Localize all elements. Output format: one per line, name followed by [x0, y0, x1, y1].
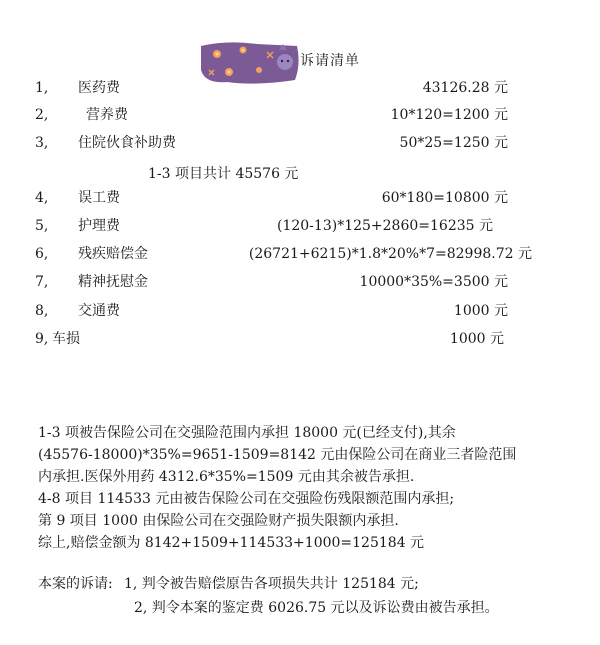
item-row-2	[0, 105, 600, 125]
claims-prefix: 本案的诉请:	[38, 576, 113, 592]
item-label: 营养费	[86, 107, 128, 123]
item-value: 1000 元	[453, 303, 508, 319]
item-number: 4,	[35, 190, 49, 206]
item-row-7	[0, 272, 600, 292]
item-number: 1,	[35, 80, 49, 96]
item-number: 7,	[35, 274, 49, 290]
paragraph-line-2: (45576-18000)*35%=9651-1509=8142 元由保险公司在商业三者险范围	[38, 447, 517, 463]
item-number: 5,	[35, 218, 49, 234]
claim-line-2: 2, 判令本案的鉴定费 6026.75 元以及诉讼费由被告承担。	[134, 600, 499, 616]
item-number: 3,	[35, 135, 49, 151]
item-value: (26721+6215)*1.8*20%*7=82998.72 元	[248, 246, 532, 262]
paragraph-line-4: 4-8 项目 114533 元由被告保险公司在交强险伤残限额范围内承担;	[38, 491, 455, 507]
claim-line-1: 1, 判令被告赔偿原告各项损失共计 125184 元;	[124, 576, 419, 592]
item-value: 10*120=1200 元	[390, 107, 508, 123]
item-number: 2,	[35, 107, 49, 123]
item-label: 住院伙食补助费	[78, 135, 176, 151]
item-value: 43126.28 元	[422, 80, 508, 96]
item-value: 10000*35%=3500 元	[359, 274, 508, 290]
item-row-6	[0, 244, 600, 264]
item-row-4	[0, 188, 600, 208]
item-label: 医药费	[78, 80, 120, 96]
paragraph-line-5: 第 9 项目 1000 由保险公司在交强险财产损失限额内承担.	[38, 513, 399, 529]
item-number: 8,	[35, 303, 49, 319]
item-row-5	[0, 216, 600, 236]
item-number: 6,	[35, 246, 49, 262]
item-value: (120-13)*125+2860=16235 元	[277, 218, 493, 234]
item-row-3	[0, 133, 600, 153]
item-label: 交通费	[78, 303, 120, 319]
subtotal-text: 1-3 项目共计 45576 元	[148, 166, 299, 182]
item-number: 9,	[35, 331, 49, 347]
item-row-9	[0, 329, 600, 349]
item-label: 车损	[52, 331, 80, 347]
item-value: 60*180=10800 元	[381, 190, 508, 206]
item-label: 误工费	[78, 190, 120, 206]
item-value: 50*25=1250 元	[399, 135, 508, 151]
item-label: 残疾赔偿金	[78, 246, 148, 262]
paragraph-line-3: 内承担.医保外用药 4312.6*35%=1509 元由其余被告承担.	[38, 469, 415, 485]
item-label: 护理费	[78, 218, 120, 234]
paragraph-line-1: 1-3 项被告保险公司在交强险范围内承担 18000 元(已经支付),其余	[38, 425, 456, 441]
item-row-8	[0, 301, 600, 321]
paragraph-line-6: 综上,赔偿金额为 8142+1509+114533+1000=125184 元	[38, 535, 425, 551]
item-row-1	[0, 78, 600, 98]
document-title: 诉请清单	[300, 53, 360, 69]
item-value: 1000 元	[449, 331, 504, 347]
item-label: 精神抚慰金	[78, 274, 148, 290]
